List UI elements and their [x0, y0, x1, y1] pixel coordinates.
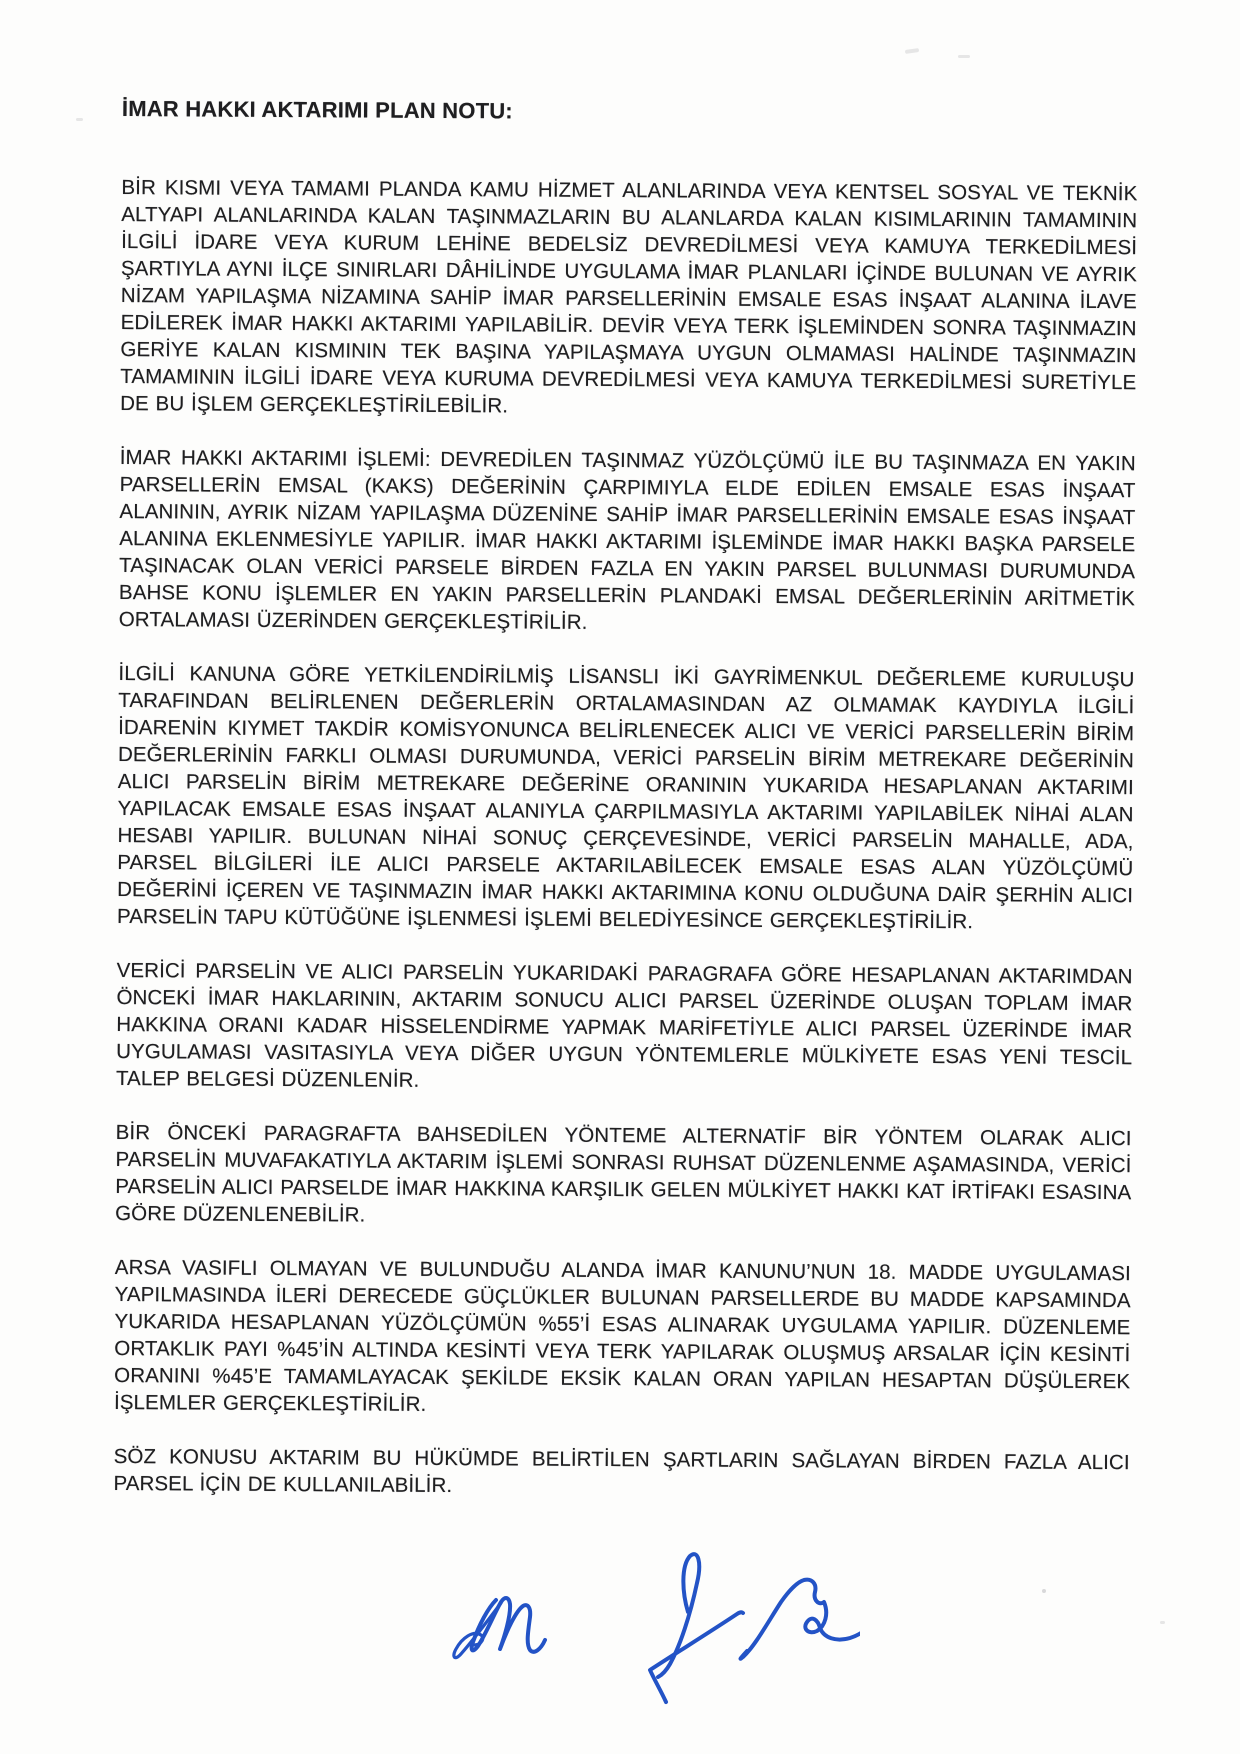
scan-artifact	[958, 55, 970, 58]
document-title: İMAR HAKKI AKTARIMI PLAN NOTU:	[121, 96, 513, 124]
paragraph-1: BİR KISMI VEYA TAMAMI PLANDA KAMU HİZMET ALANLARINDA VEYA KENTSEL SOSYAL VE TEKNİK ALTYAPI ALANLARINDA KALAN TAŞINMAZLARIN BU ALANLARDA KALAN KISIMLARININ TAMAMININ İLGİLİ İDARE VEYA KURUM LEHİNE BEDELSİZ DEVREDİLMESİ VEYA KAMUYA TERKEDİLMESİ ŞARTIYLA AYNI İLÇE SINIRLARI DÂHİLİNDE UYGULAMA İMAR PLANLARI İÇİNDE BULUNAN VE AYRIK NİZAM YAPILAŞMA NİZAMINA SAHİP İMAR PARSELLERİNİN EMSALE ESAS İNŞAAT ALANINA İLAVE EDİLEREK İMAR HAKKI AKTARIMI YAPILABİLİR. DEVİR VEYA TERK İŞLEMİNDEN SONRA TAŞINMAZIN GERİYE KALAN KISMININ TEK BAŞINA YAPILAŞMAYA UYGUN OLMAMASI HALİNDE TAŞINMAZIN TAMAMININ İLGİLİ İDARE VEYA KURUMA DEVREDİLMESİ VEYA KAMUYA TERKEDİLMESİ SURETİYLE DE BU İŞLEM GERÇEKLEŞTİRİLEBİLİR.	[120, 175, 1138, 418]
paragraph-6: ARSA VASIFLI OLMAYAN VE BULUNDUĞU ALANDA İMAR KANUNU’NUN 18. MADDE UYGULAMASI YAPILMASINDA İLERİ DERECEDE GÜÇLÜKLER BULUNAN PARSELLERDE BU MADDE KAPSAMINDA YUKARIDA HESAPLANAN YÜZÖLÇÜMÜN %55’İ ESAS ALINARAK UYGULAMA YAPILIR. DÜZENLEME ORTAKLIK PAYI %45’İN ALTINDA KESİNTİ VEYA TERK YAPILARAK OLUŞMUŞ ARSALAR İÇİN KESİNTİ ORANINI %45’E TAMAMLAYACAK ŞEKİLDE EKSİK KALAN ORAN YAPILAN HESAPTAN DÜŞÜLEREK İŞLEMLER GERÇEKLEŞTİRİLİR.	[113, 1255, 1131, 1416]
scan-artifact	[1160, 1621, 1165, 1624]
document-body	[113, 96, 1138, 1530]
scan-artifact	[76, 118, 83, 121]
signature-ink-1	[454, 1598, 545, 1658]
paragraph-4: VERİCİ PARSELİN VE ALICI PARSELİN YUKARIDAKİ PARAGRAFA GÖRE HESAPLANAN AKTARIMDAN ÖNCEKİ İMAR HAKLARININ, AKTARIM SONUCU ALICI PARSEL ÜZERİNDE OLUŞAN TOPLAM İMAR HAKKINA ORANI KADAR HİSSELENDİRME YAPMAK MARİFETİYLE ALICI PARSEL ÜZERİNDE İMAR UYGULAMASI VASITASIYLA VEYA DİĞER UYGUN YÖNTEMLERLE MÜLKİYETE ESAS YENİ TESCİL TALEP BELGESİ DÜZENLENİR.	[115, 958, 1133, 1092]
signature-ink-2	[650, 1554, 743, 1702]
signature-ink-3	[740, 1580, 860, 1659]
paragraph-7: SÖZ KONUSU AKTARIM BU HÜKÜMDE BELİRTİLEN ŞARTLARIN SAĞLAYAN BİRDEN FAZLA ALICI PARSEL İÇİN DE KULLANILABİLİR.	[113, 1444, 1130, 1498]
paragraph-2: İMAR HAKKI AKTARIMI İŞLEMİ: DEVREDİLEN TAŞINMAZ YÜZÖLÇÜMÜ İLE BU TAŞINMAZA EN YAKIN PARSELLERİN EMSAL (KAKS) DEĞERİNİN ÇARPIMIYLA ELDE EDİLEN EMSALE ESAS İNŞAAT ALANININ, AYRIK NİZAM YAPILAŞMA DÜZENİNE SAHİP İMAR PARSELLERİNİN EMSALE ESAS İNŞAAT ALANINA EKLENMESİYLE YAPILIR. İMAR HAKKI AKTARIMI İŞLEMİNDE İMAR HAKKI BAŞKA PARSELE TAŞINACAK OLAN VERİCİ PARSELE BİRDEN FAZLA EN YAKIN PARSEL BULUNMASI DURUMUNDA BAHSE KONU İŞLEMLER EN YAKIN PARSELLERİN PLANDAKİ EMSAL DEĞERLERİNİN ARİTMETİK ORTALAMASI ÜZERİNDEN GERÇEKLEŞTİRİLİR.	[118, 445, 1136, 634]
handwritten-signatures-image	[400, 1550, 860, 1745]
scan-artifact	[1042, 1589, 1046, 1593]
paragraph-3: İLGİLİ KANUNA GÖRE YETKİLENDİRİLMİŞ LİSANSLI İKİ GAYRİMENKUL DEĞERLEME KURULUŞU TARAFINDAN BELİRLENEN DEĞERLERİN ORTALAMASINDAN AZ OLMAMAK KAYDIYLA İLGİLİ İDARENİN KIYMET TAKDİR KOMİSYONUNCA BELİRLENECEK ALICI VE VERİCİ PARSELLERİN BİRİM DEĞERLERİNİN FARKLI OLMASI DURUMUNDA, VERİCİ PARSELİN BİRİM METREKARE DEĞERİNİN ALICI PARSELİN BİRİM METREKARE DEĞERİNE ORANININ YUKARIDA HESAPLANAN AKTARIMI YAPILACAK EMSALE ESAS İNŞAAT ALANIYLA ÇARPILMASIYLA AKTARIMI YAPILABİLEK NİHAİ ALAN HESABI YAPILIR. BULUNAN NİHAİ SONUÇ ÇERÇEVESİNDE, VERİCİ PARSELİN MAHALLE, ADA, PARSEL BİLGİLERİ İLE ALICI PARSELE AKTARILABİLECEK EMSALE ESAS ALAN YÜZÖLÇÜMÜ DEĞERİNİ İÇEREN VE TAŞINMAZIN İMAR HAKKI AKTARIMINA KONU OLDUĞUNA DAİR ŞERHİN ALICI PARSELİN TAPU KÜTÜĞÜNE İŞLENMESİ İŞLEMİ BELEDİYESİNCE GERÇEKLEŞTİRİLİR.	[116, 661, 1135, 934]
signature-block	[400, 1550, 860, 1745]
scan-artifact	[905, 48, 919, 54]
paragraph-5: BİR ÖNCEKİ PARAGRAFTA BAHSEDİLEN YÖNTEME ALTERNATİF BİR YÖNTEM OLARAK ALICI PARSELİN MUVAFAKATIYLA AKTARIM İŞLEMİ SONRASI RUHSAT DÜZENLENME AŞAMASINDA, VERİCİ PARSELİN ALICI PARSELDE İMAR HAKKINA KARŞILIK GELEN MÜLKİYET HAKKI KAT İRTİFAKI ESASINA GÖRE DÜZENLENEBİLİR.	[115, 1120, 1132, 1227]
